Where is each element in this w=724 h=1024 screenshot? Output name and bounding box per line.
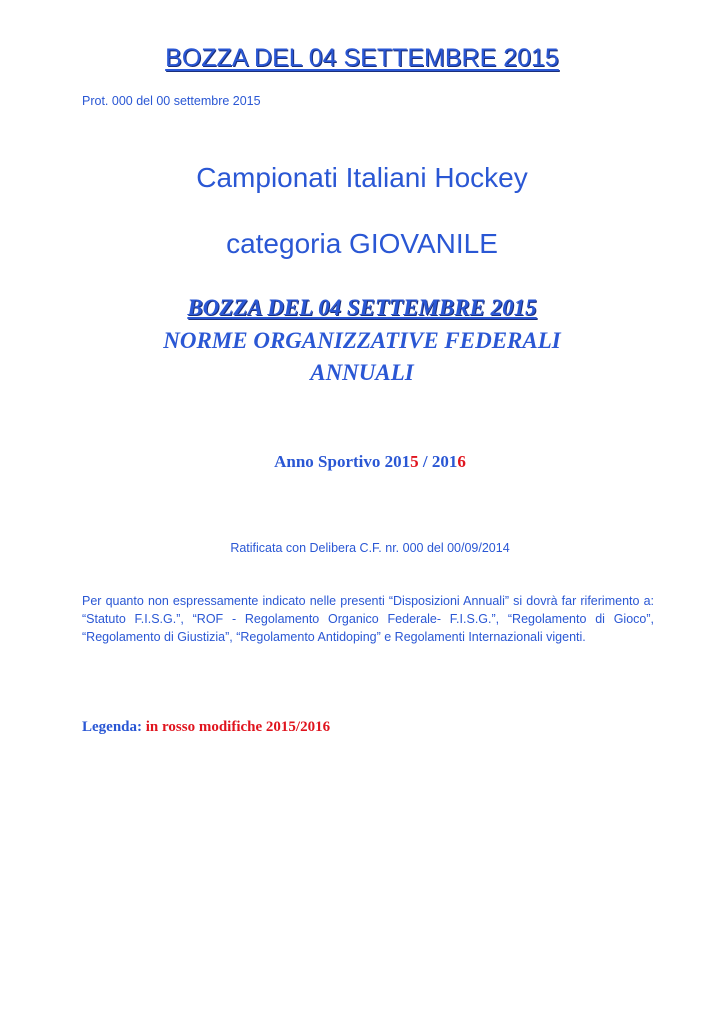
season-separator: / 201 — [418, 452, 458, 471]
protocol-number: Prot. 000 del 00 settembre 2015 — [82, 94, 261, 108]
norms-line-2: ANNUALI — [310, 360, 414, 385]
season-digit-2: 6 — [457, 452, 466, 471]
season-prefix: Anno Sportivo 201 — [274, 452, 411, 471]
norms-line-1: NORME ORGANIZZATIVE FEDERALI — [163, 328, 561, 353]
category-title: categoria GIOVANILE — [226, 228, 498, 259]
norms-heading — [0, 325, 724, 389]
ratification-note: Ratificata con Delibera C.F. nr. 000 del 00/09/2014 — [230, 541, 510, 555]
championship-title: Campionati Italiani Hockey — [196, 162, 528, 193]
draft-title: BOZZA DEL 04 SETTEMBRE 2015 — [187, 295, 537, 320]
legend — [82, 719, 330, 736]
legend-text: in rosso modifiche 2015/2016 — [142, 719, 331, 735]
references-paragraph: Per quanto non espressamente indicato nelle presenti “Disposizioni Annuali” si dovrà far riferimento a: “Statuto F.I.S.G.”, “ROF - Regolamento Organico Federale- F.I.S.G.”, “Regolamento di Gioco”, “Regolamento di Giustizia”, “Regolamento Antidoping” e Regolamenti Internazionali vigenti. — [82, 594, 654, 644]
legend-label: Legenda: — [82, 719, 142, 735]
season-line — [0, 452, 724, 472]
season-digit-1: 5 — [410, 452, 419, 471]
header-title: BOZZA DEL 04 SETTEMBRE 2015 — [165, 44, 559, 72]
